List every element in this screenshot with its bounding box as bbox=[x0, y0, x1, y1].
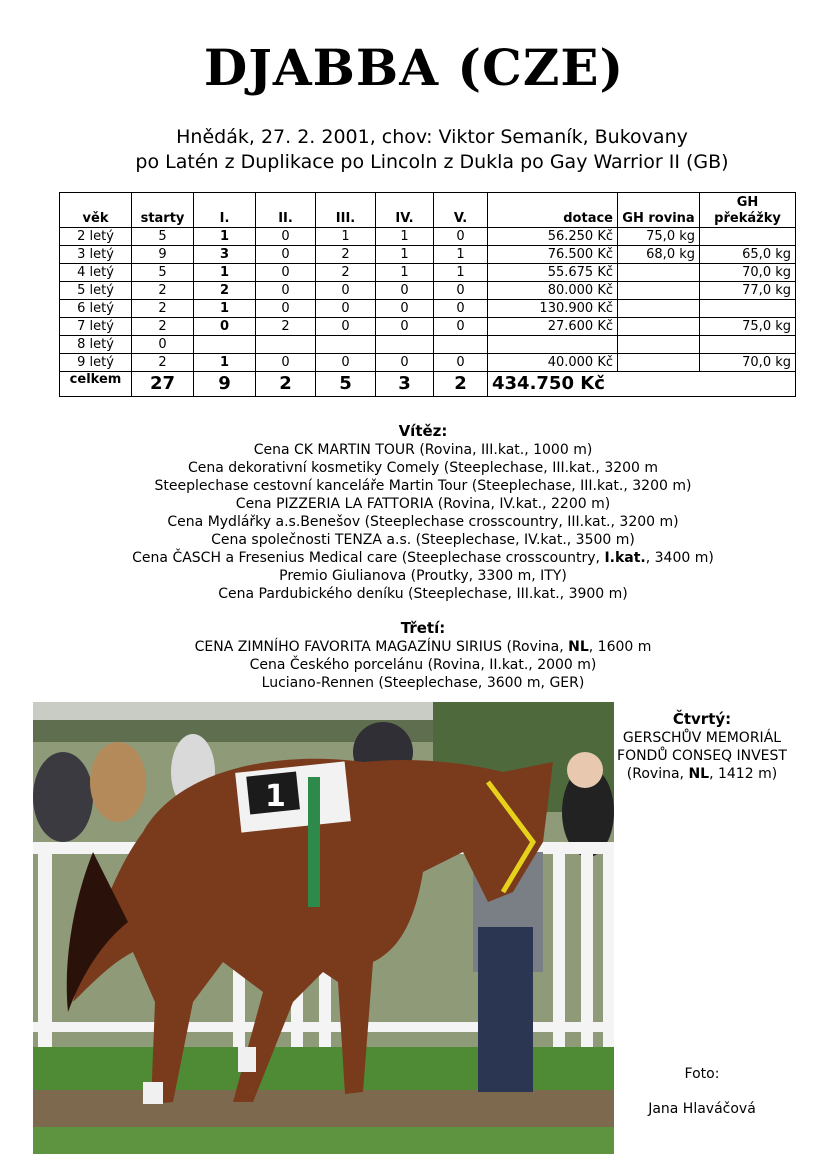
race-line: Steeplechase cestovní kanceláře Martin Tour (Steeplechase, III.kat., 3200 m) bbox=[154, 478, 692, 494]
table-cell: 1 bbox=[376, 246, 434, 264]
table-row bbox=[60, 228, 796, 246]
table-cell: 1 bbox=[194, 264, 256, 282]
table-cell: 1 bbox=[194, 300, 256, 318]
table-cell: 3 bbox=[194, 246, 256, 264]
table-cell: 2 bbox=[316, 264, 376, 282]
table-cell bbox=[376, 336, 434, 354]
table-cell: 0 bbox=[256, 264, 316, 282]
table-cell: 0 bbox=[256, 228, 316, 246]
column-header: dotace bbox=[488, 193, 618, 228]
table-cell bbox=[618, 318, 700, 336]
race-line: Luciano-Rennen (Steeplechase, 3600 m, GER) bbox=[261, 675, 585, 691]
table-cell: 80.000 Kč bbox=[488, 282, 618, 300]
winner-race-list bbox=[0, 441, 828, 603]
fourth-heading: Čtvrtý: bbox=[672, 710, 732, 728]
table-cell: 0 bbox=[256, 354, 316, 372]
table-cell: 56.250 Kč bbox=[488, 228, 618, 246]
table-cell: 0 bbox=[316, 300, 376, 318]
table-cell: 5 letý bbox=[60, 282, 132, 300]
table-cell: 130.900 Kč bbox=[488, 300, 618, 318]
column-header: starty bbox=[132, 193, 194, 228]
table-cell: 7 letý bbox=[60, 318, 132, 336]
race-line: Cena dekorativní kosmetiky Comely (Steeplechase, III.kat., 3200 m bbox=[187, 460, 659, 476]
table-cell: 0 bbox=[434, 354, 488, 372]
table-cell: 2 bbox=[194, 282, 256, 300]
total-first: 9 bbox=[194, 372, 256, 397]
table-cell: 2 bbox=[132, 318, 194, 336]
race-line: FONDŮ CONSEQ INVEST bbox=[617, 748, 787, 764]
horse-photo-illustration bbox=[33, 702, 614, 1154]
column-header: V. bbox=[434, 193, 488, 228]
table-cell bbox=[488, 336, 618, 354]
table-row bbox=[60, 354, 796, 372]
table-cell: 70,0 kg bbox=[700, 354, 796, 372]
table-cell bbox=[316, 336, 376, 354]
column-header: I. bbox=[194, 193, 256, 228]
table-cell bbox=[256, 336, 316, 354]
table-cell: 6 letý bbox=[60, 300, 132, 318]
table-cell: 0 bbox=[256, 246, 316, 264]
table-cell: 0 bbox=[256, 300, 316, 318]
third-race-list bbox=[0, 638, 828, 692]
race-line: Cena PIZZERIA LA FATTORIA (Rovina, IV.kat., 2200 m) bbox=[235, 496, 611, 512]
pedigree-line: po Latén z Duplikace po Lincoln z Dukla po Gay Warrior II (GB) bbox=[135, 151, 729, 173]
total-prize-money: 434.750 Kč bbox=[488, 372, 796, 397]
table-cell: 70,0 kg bbox=[700, 264, 796, 282]
table-cell: 5 bbox=[132, 264, 194, 282]
fourth-place-section bbox=[617, 709, 787, 783]
table-cell bbox=[618, 336, 700, 354]
table-cell: 0 bbox=[194, 318, 256, 336]
table-cell: 1 bbox=[194, 354, 256, 372]
total-fifth: 2 bbox=[434, 372, 488, 397]
total-third: 5 bbox=[316, 372, 376, 397]
table-cell: 0 bbox=[376, 300, 434, 318]
column-header: IV. bbox=[376, 193, 434, 228]
table-header-row bbox=[60, 193, 796, 228]
third-heading: Třetí: bbox=[400, 619, 446, 637]
table-row bbox=[60, 264, 796, 282]
table-cell: 55.675 Kč bbox=[488, 264, 618, 282]
table-cell: 68,0 kg bbox=[618, 246, 700, 264]
table-cell: 1 bbox=[376, 264, 434, 282]
table-cell: 1 bbox=[316, 228, 376, 246]
table-cell bbox=[618, 264, 700, 282]
photo-credit-name: Jana Hlaváčová bbox=[648, 1101, 756, 1117]
career-stats-table bbox=[59, 192, 796, 397]
table-cell bbox=[618, 354, 700, 372]
saddle-cloth-number: 1 bbox=[265, 779, 286, 814]
table-row bbox=[60, 318, 796, 336]
table-cell bbox=[194, 336, 256, 354]
table-cell: 1 bbox=[376, 228, 434, 246]
total-starts: 27 bbox=[132, 372, 194, 397]
photo-credit-label: Foto: bbox=[684, 1066, 720, 1082]
table-cell: 8 letý bbox=[60, 336, 132, 354]
table-cell: 2 bbox=[132, 282, 194, 300]
column-header: III. bbox=[316, 193, 376, 228]
table-cell: 76.500 Kč bbox=[488, 246, 618, 264]
fourth-race-list bbox=[617, 729, 787, 783]
total-fourth: 3 bbox=[376, 372, 434, 397]
table-cell: 0 bbox=[434, 318, 488, 336]
table-cell: 27.600 Kč bbox=[488, 318, 618, 336]
table-cell: 9 letý bbox=[60, 354, 132, 372]
table-cell: 0 bbox=[316, 282, 376, 300]
table-cell: 0 bbox=[316, 318, 376, 336]
race-line: Cena Mydlářky a.s.Benešov (Steeplechase crosscountry, III.kat., 3200 m) bbox=[167, 514, 679, 530]
table-cell: 2 bbox=[132, 300, 194, 318]
table-cell: 0 bbox=[256, 282, 316, 300]
race-line: Cena CK MARTIN TOUR (Rovina, III.kat., 1000 m) bbox=[253, 442, 593, 458]
total-row bbox=[60, 372, 796, 397]
table-cell bbox=[618, 282, 700, 300]
table-cell: 77,0 kg bbox=[700, 282, 796, 300]
total-label: celkem bbox=[60, 372, 132, 397]
table-cell: 2 bbox=[316, 246, 376, 264]
column-header: GH překážky bbox=[700, 193, 796, 228]
table-cell: 1 bbox=[434, 264, 488, 282]
table-cell: 4 letý bbox=[60, 264, 132, 282]
race-line: Premio Giulianova (Proutky, 3300 m, ITY) bbox=[279, 568, 567, 584]
third-place-section bbox=[0, 618, 828, 692]
race-line: Cena Českého porcelánu (Rovina, II.kat., 2000 m) bbox=[249, 657, 597, 673]
horse-photo bbox=[33, 702, 614, 1154]
table-cell: 5 bbox=[132, 228, 194, 246]
column-header: GH rovina bbox=[618, 193, 700, 228]
table-cell bbox=[618, 300, 700, 318]
table-cell bbox=[700, 300, 796, 318]
table-cell: 9 bbox=[132, 246, 194, 264]
table-cell: 75,0 kg bbox=[700, 318, 796, 336]
table-cell: 65,0 kg bbox=[700, 246, 796, 264]
table-cell: 0 bbox=[376, 354, 434, 372]
table-row bbox=[60, 246, 796, 264]
horse-details: Hnědák, 27. 2. 2001, chov: Viktor Semaník, Bukovany bbox=[176, 126, 688, 148]
table-cell: 3 letý bbox=[60, 246, 132, 264]
table-cell: 40.000 Kč bbox=[488, 354, 618, 372]
table-cell: 0 bbox=[434, 228, 488, 246]
column-header: věk bbox=[60, 193, 132, 228]
table-cell: 0 bbox=[376, 318, 434, 336]
page-title: DJABBA (CZE) bbox=[203, 38, 625, 97]
total-second: 2 bbox=[256, 372, 316, 397]
table-cell: 75,0 kg bbox=[618, 228, 700, 246]
table-cell bbox=[700, 228, 796, 246]
table-row bbox=[60, 282, 796, 300]
table-cell bbox=[700, 336, 796, 354]
race-line: Cena společnosti TENZA a.s. (Steeplechase, IV.kat., 3500 m) bbox=[211, 532, 635, 548]
table-cell: 1 bbox=[194, 228, 256, 246]
race-line: (Rovina, NL, 1412 m) bbox=[626, 766, 778, 782]
table-cell: 0 bbox=[376, 282, 434, 300]
table-row bbox=[60, 300, 796, 318]
race-line: Cena ČASCH a Fresenius Medical care (Steeplechase crosscountry, I.kat., 3400 m) bbox=[132, 550, 714, 566]
table-cell: 0 bbox=[132, 336, 194, 354]
race-line: Cena Pardubického deníku (Steeplechase, III.kat., 3900 m) bbox=[218, 586, 628, 602]
table-cell: 2 bbox=[256, 318, 316, 336]
table-cell: 0 bbox=[434, 282, 488, 300]
table-cell: 1 bbox=[434, 246, 488, 264]
winner-heading: Vítěz: bbox=[398, 422, 448, 440]
winner-section bbox=[0, 421, 828, 603]
table-row bbox=[60, 336, 796, 354]
table-cell: 2 letý bbox=[60, 228, 132, 246]
table-cell: 0 bbox=[316, 354, 376, 372]
table-cell: 2 bbox=[132, 354, 194, 372]
table-cell: 0 bbox=[434, 300, 488, 318]
race-line: GERSCHŮV MEMORIÁL bbox=[622, 730, 782, 746]
column-header: II. bbox=[256, 193, 316, 228]
table-cell bbox=[434, 336, 488, 354]
race-line: CENA ZIMNÍHO FAVORITA MAGAZÍNU SIRIUS (Rovina, NL, 1600 m bbox=[194, 639, 652, 655]
